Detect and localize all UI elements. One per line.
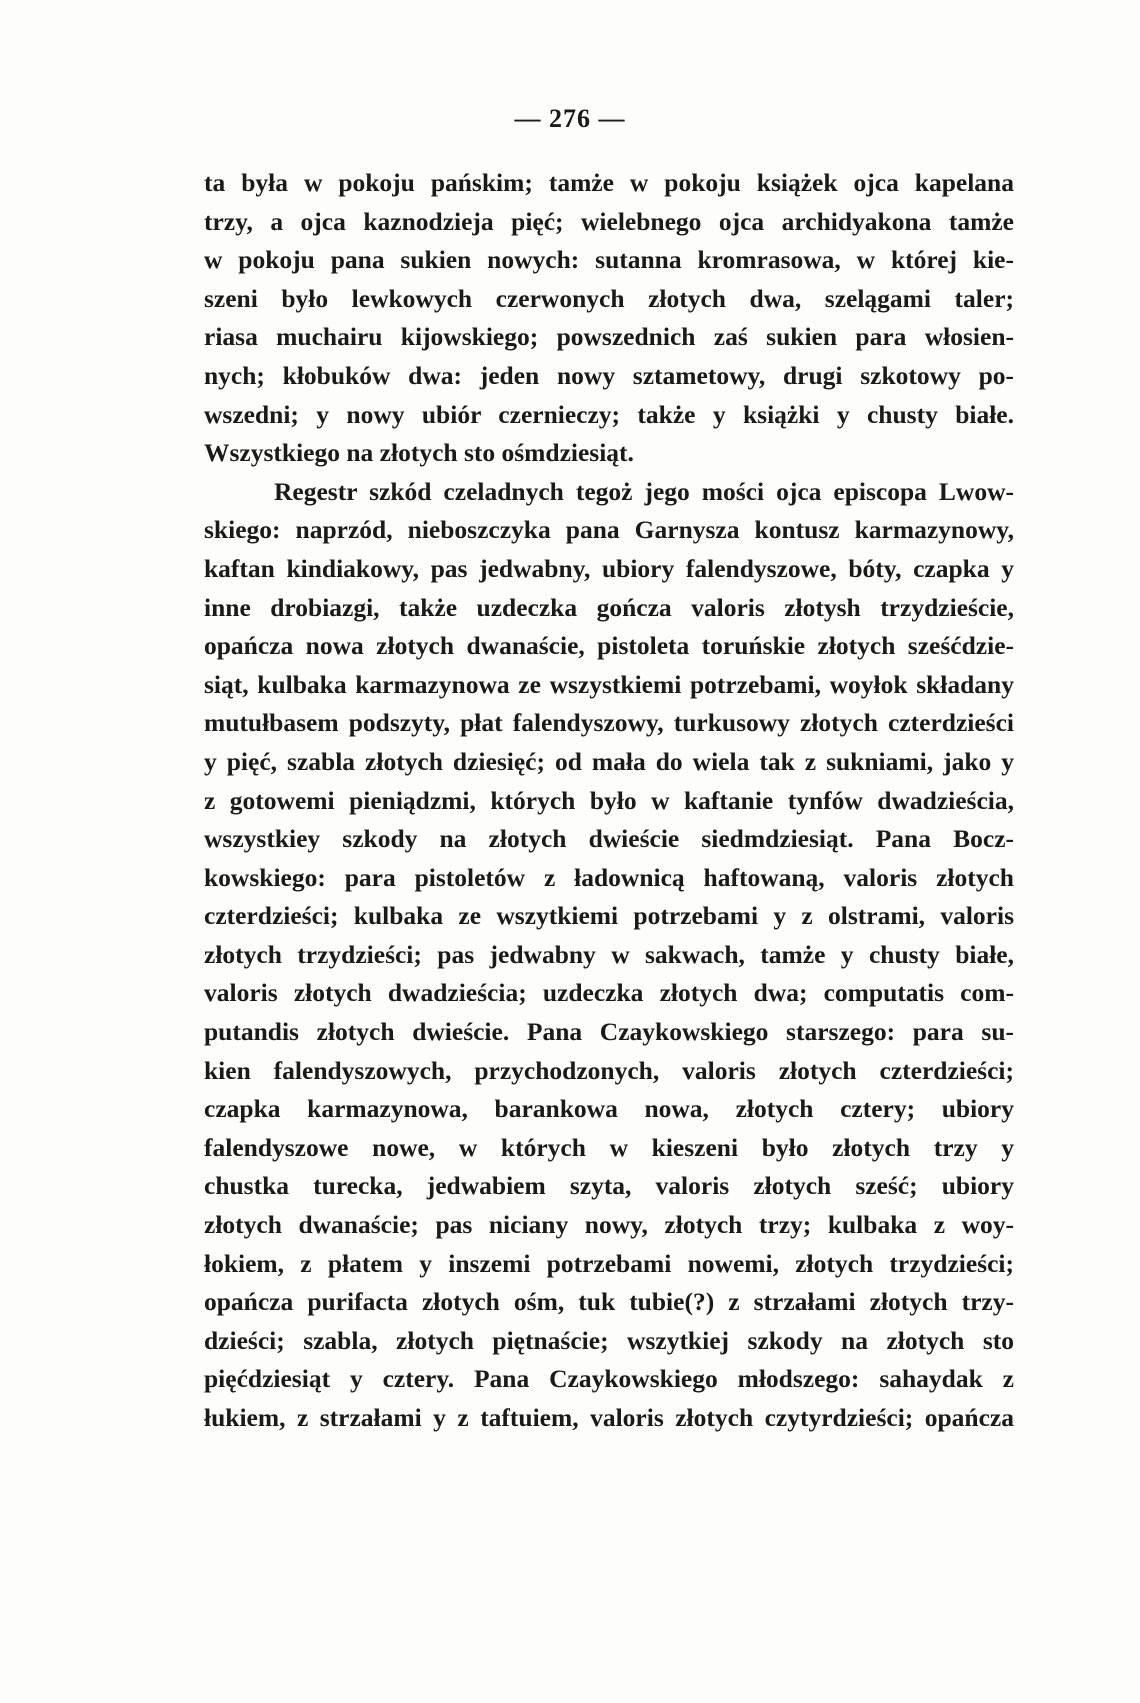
text-line: Regestr szkód czeladnych tegoż jego mości ojca episcopa Lwow- (274, 476, 1014, 506)
text-line: wszedni; y nowy ubiór czernieczy; także y książki y chusty białe. (204, 399, 1014, 429)
text-line: szeni było lewkowych czerwonych złotych dwa, szelągami taler; (204, 283, 1014, 313)
text-line: opańcza purifacta złotych ośm, tuk tubie(?) z strzałami złotych trzy- (204, 1287, 1014, 1317)
text-line: opańcza nowa złotych dwanaście, pistoleta toruńskie złotych sześćdzie- (204, 631, 1014, 661)
text-line: y pięć, szabla złotych dziesięć; od mała do wiela tak z sukniami, jako y (204, 746, 1014, 776)
text-line: kowskiego: para pistoletów z ładownicą haftowaną, valoris złotych (204, 862, 1014, 892)
text-line: złotych trzydzieści; pas jedwabny w sakwach, tamże y chusty białe, (204, 939, 1014, 969)
text-line: inne drobiazgi, także uzdeczka gończa valoris złotysh trzydzieście, (204, 592, 1014, 622)
text-line: czapka karmazynowa, barankowa nowa, złotych cztery; ubiory (204, 1094, 1014, 1124)
text-line: falendyszowe nowe, w których w kieszeni było złotych trzy y (204, 1132, 1014, 1162)
text-line: w pokoju pana sukien nowych: sutanna kromrasowa, w której kie- (204, 245, 1014, 275)
paragraph-1 (204, 164, 1014, 473)
text-line: dzieści; szabla, złotych piętnaście; wszytkiej szkody na złotych sto (204, 1325, 1014, 1355)
text-line: trzy, a ojca kaznodzieja pięć; wielebnego ojca archidyakona tamże (204, 206, 1014, 236)
text-line: wszystkiey szkody na złotych dwieście siedmdziesiąt. Pana Bocz- (204, 824, 1014, 854)
text-line: kaftan kindiakowy, pas jedwabny, ubiory falendyszowe, bóty, czapka y (204, 553, 1014, 583)
text-line: mutułbasem podszyty, płat falendyszowy, turkusowy złotych czterdzieści (204, 708, 1014, 738)
text-line: skiego: naprzód, nieboszczyka pana Garnysza kontusz karmazynowy, (204, 515, 1014, 545)
text-line: czterdzieści; kulbaka ze wszytkiemi potrzebami y z olstrami, valoris (204, 901, 1014, 931)
text-line: łokiem, z płatem y inszemi potrzebami nowemi, złotych trzydzieści; (204, 1248, 1014, 1278)
text-line: nych; kłobuków dwa: jeden nowy sztametowy, drugi szkotowy po- (204, 360, 1014, 390)
text-line: kien falendyszowych, przychodzonych, valoris złotych czterdzieści; (204, 1055, 1014, 1085)
text-line: z gotowemi pieniądzmi, których było w kaftanie tynfów dwadzieścia, (204, 785, 1014, 815)
text-line: valoris złotych dwadzieścia; uzdeczka złotych dwa; computatis com- (204, 978, 1014, 1008)
text-line: ta była w pokoju pańskim; tamże w pokoju książek ojca kapelana (204, 168, 1014, 197)
paragraph-2 (204, 473, 1014, 1438)
body-text (204, 164, 1014, 1438)
text-line: riasa muchairu kijowskiego; powszednich zaś sukien para włosien- (204, 322, 1014, 352)
text-line: łukiem, z strzałami y z taftuiem, valoris złotych czytyrdzieści; opańcza (204, 1403, 1014, 1432)
text-line: Wszystkiego na złotych sto ośmdziesiąt. (204, 438, 634, 468)
text-line: pięćdziesiąt y cztery. Pana Czaykowskiego młodszego: sahaydak z (204, 1364, 1014, 1394)
page-number: — 276 — (514, 104, 626, 133)
text-line: siąt, kulbaka karmazynowa ze wszystkiemi potrzebami, woyłok składany (204, 669, 1014, 699)
text-line: chustka turecka, jedwabiem szyta, valoris złotych sześć; ubiory (204, 1171, 1014, 1201)
text-line: złotych dwanaście; pas niciany nowy, złotych trzy; kulbaka z woy- (204, 1210, 1014, 1240)
text-line: putandis złotych dwieście. Pana Czaykowskiego starszego: para su- (204, 1017, 1014, 1047)
